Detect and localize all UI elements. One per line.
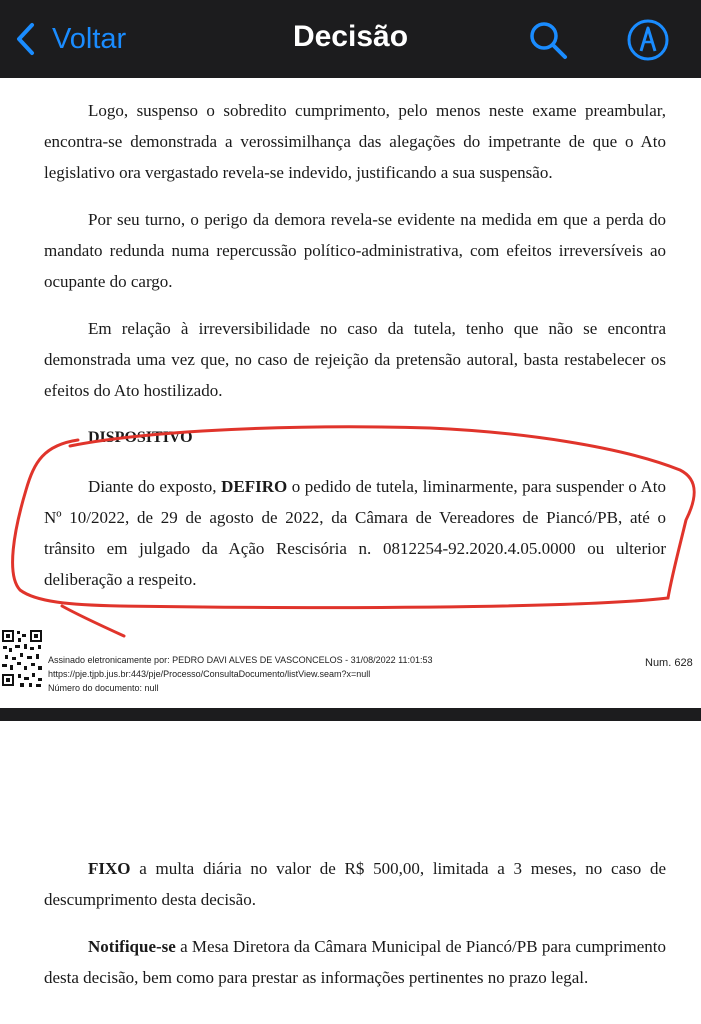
text-span: a multa diária no valor de R$ 500,00, limitada a 3 meses, no caso de descumprimento desta decisão. [44, 859, 666, 909]
qr-code [0, 628, 44, 690]
page-num-label: Num. 628 [645, 657, 693, 669]
text-span: Diante do exposto, [88, 477, 217, 496]
signature-line: Assinado eletronicamente por: PEDRO DAVI ALVES DE VASCONCELOS - 31/08/2022 11:01:53 [48, 655, 433, 665]
paragraph-1: Logo, suspenso o sobredito cumprimento, pelo menos neste exame preambular, encontra-se demonstrada a verossimilhança das alegações do impetrante de que o Ato legislativo ora vergastado revela-se indevido, justificando a sua suspensão. [44, 101, 666, 182]
document-number: Número do documento: null [48, 683, 159, 693]
page-title: Decisão [292, 20, 409, 53]
bold-fixo: FIXO [88, 859, 131, 878]
top-navigation-bar [0, 0, 701, 78]
document-url[interactable]: https://pje.tjpb.jus.br:443/pje/Processo/ConsultaDocumento/listView.seam?x=null [48, 669, 371, 679]
back-label: Voltar [52, 22, 127, 55]
paragraph-fixo [44, 853, 666, 915]
paragraph-notifique [44, 931, 666, 993]
markup-pen-icon[interactable] [626, 18, 670, 62]
bold-notifique: Notifique-se [88, 937, 176, 956]
paragraph-2: Por seu turno, o perigo da demora revela-se evidente na medida em que a perda do mandato redunda numa repercussão político-administrativa, com efeitos irreversíveis ao ocupante do cargo. [44, 210, 666, 291]
paragraph-3: Em relação à irreversibilidade no caso da tutela, tenho que não se encontra demonstrada uma vez que, no caso de rejeição da pretensão autoral, basta restabelecer os efeitos do Ato hostilizado. [44, 319, 666, 400]
text-span: o pedido de tutela, liminarmente, para suspender o Ato Nº 10/2022, de 29 de agosto de 2022, da Câmara de Vereadores de Piancó/PB, até o trânsito em julgado da Ação Rescisória n. 0812254-92.2020.4.05.0000 ou ulterior deliberação a respeito. [44, 477, 667, 589]
bold-defiro: DEFIRO [221, 477, 288, 496]
text-span: a Mesa Diretora da Câmara Municipal de Piancó/PB para cumprimento desta decisão, bem como para prestar as informações pertinentes no prazo legal. [44, 937, 666, 987]
search-icon[interactable] [528, 20, 568, 60]
page-separator [0, 708, 701, 721]
paragraph-dispositivo [44, 471, 666, 595]
dispositivo-heading: DISPOSITIVO [88, 429, 193, 446]
